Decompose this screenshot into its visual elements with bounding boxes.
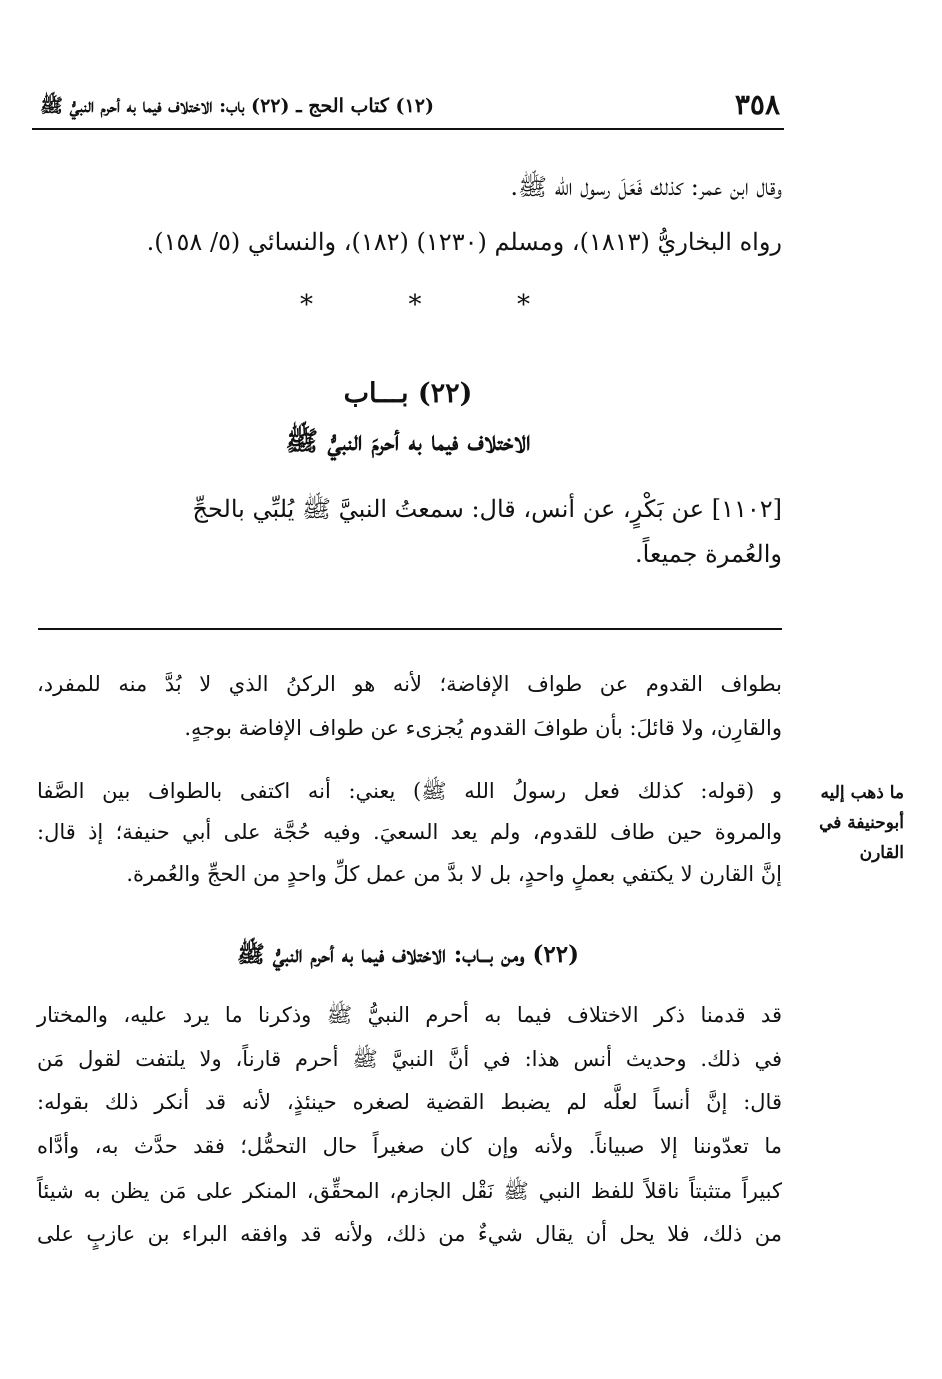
header-rule: [32, 128, 784, 130]
margin-note-line: القارن: [859, 843, 904, 863]
commentary-line: والقارِن، ولا قائلَ: بأن طوافَ القدوم يُجزىء عن طواف الإفاضة بوجهٍ.: [184, 716, 782, 740]
star-icon: *: [300, 290, 313, 320]
chapter-title: الاختلاف فيما به أحرمَ النبيُّ ﷺ: [285, 426, 531, 457]
commentary-line: من ذلك، فلا يحل أن يقال شيءٌ من ذلك، ولأنه قد وافقه البراء بن عازبٍ على: [37, 1222, 782, 1246]
chapter-number: (٢٢) بـــاب: [343, 378, 473, 409]
commentary-line: قال: إنَّ أنساً لعلَّه لم يضبط القضية لصغره حينئذٍ، لأنه قد أنكر ذلك بقوله:: [37, 1090, 782, 1114]
hadith-reference: رواه البخاريُّ (١٨١٣)، ومسلم (١٢٣٠) (١٨٢)، والنسائي (٥/ ١٥٨).: [146, 228, 782, 256]
separator-stars: [300, 290, 530, 320]
commentary-line: كبيراً متثبتاً ناقلاً للفظ النبي ﷺ نَقْل الجازم، المحقِّق، المنكر على مَن يظن به شيئاً: [37, 1179, 782, 1203]
hadith-1102-line1: [١١٠٢] عن بَكْرٍ، عن أنس، قال: سمعتُ النبيَّ ﷺ يُلبِّي بالحجِّ: [192, 495, 782, 523]
page-header: [40, 88, 780, 124]
commentary-line: إنَّ القارن لا يكتفي بعملٍ واحدٍ، بل لا بدَّ من عمل كلِّ واحدٍ من الحجِّ والعُمرة.: [126, 862, 782, 886]
running-title: (١٢) كتاب الحج ـ (٢٢) باب: الاختلاف فيما به أحرم النبيُّ ﷺ: [40, 95, 434, 117]
star-icon: *: [408, 290, 422, 320]
footnote-divider: [38, 628, 782, 630]
margin-note-line: ما ذهب إليه: [820, 783, 904, 803]
hadith-quote: وقال ابن عمر: كذلك فَعَلَ رسول الله ﷺ.: [510, 173, 782, 201]
margin-note: [794, 778, 904, 868]
page-number: ٣٥٨: [734, 88, 780, 121]
commentary-line: بطواف القدوم عن طواف الإفاضة؛ لأنه هو الركنُ الذي لا بُدَّ منه للمفرد،: [37, 672, 782, 696]
section-heading: (٢٢) ومن بـــاب: الاختلاف فيما به أحرم النبيُّ ﷺ: [237, 941, 579, 968]
commentary-line: ما تعدّوننا إلا صبياناً. ولأنه وإن كان صغيراً حال التحمُّل؛ فقد حدَّث به، وأدَّاه: [37, 1134, 782, 1158]
star-icon: *: [517, 290, 530, 320]
commentary-line: والمروة حين طاف للقدوم، ولم يعد السعيَ. وفيه حُجَّة على أبي حنيفة؛ إذ قال:: [37, 820, 782, 844]
hadith-1102-line2: والعُمرة جميعاً.: [635, 540, 782, 568]
margin-note-line: أبوحنيفة في: [819, 813, 904, 833]
commentary-line: في ذلك. وحديث أنس هذا: في أنَّ النبيَّ ﷺ أحرم قارناً، ولا يلتفت لقول مَن: [37, 1047, 782, 1071]
commentary-line: و (قوله: كذلك فعل رسولُ الله ﷺ) يعني: أنه اكتفى بالطواف بين الصَّفا: [37, 779, 782, 803]
commentary-line: قد قدمنا ذكر الاختلاف فيما به أحرم النبيُّ ﷺ وذكرنا ما يرد عليه، والمختار: [37, 1003, 782, 1027]
